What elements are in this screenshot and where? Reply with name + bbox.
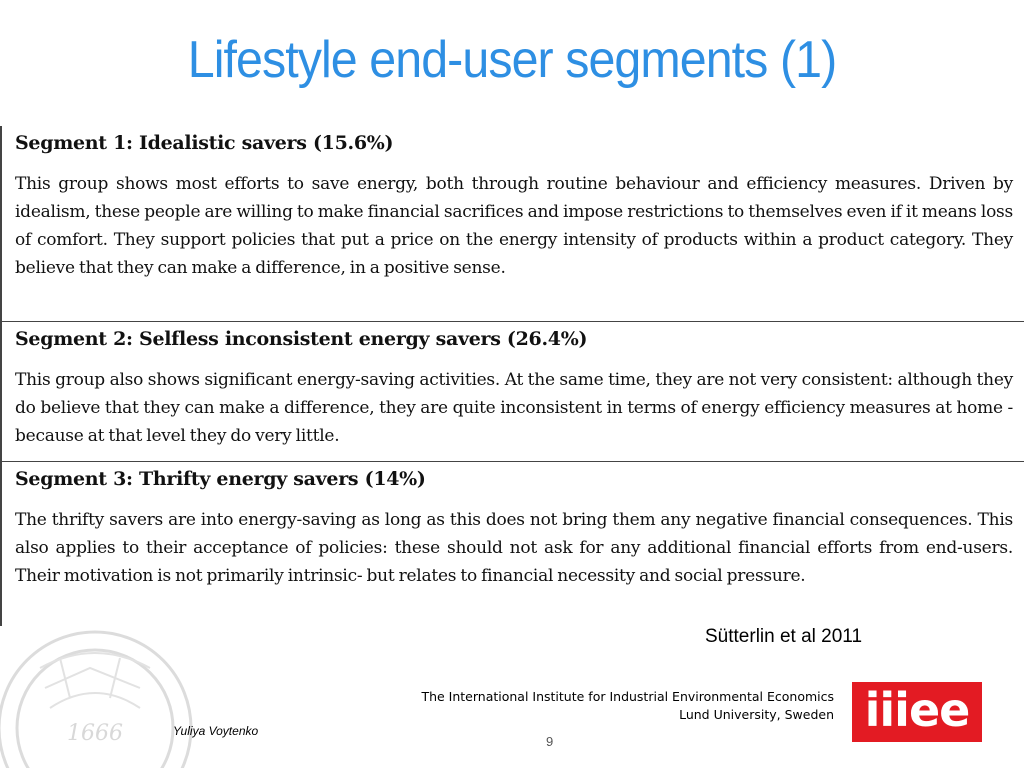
segments-table bbox=[0, 126, 1024, 626]
segment-2-heading: Segment 2: Selfless inconsistent energy savers (26.4%) bbox=[15, 328, 588, 350]
segment-2-body: This group also shows significant energy-saving activities. At the same time, they are not very consistent: although they do believe that they can make a difference, they are quite inconsistent in terms of energy efficiency measures at home - because at that level they do very little. bbox=[15, 370, 1013, 446]
segment-1-body: This group shows most efforts to save energy, both through routine behaviour and efficiency measures. Driven by idealism, these people are willing to make financial sacrifices and impose restrictions to themselves even if it means loss of comfort. They support policies that put a price on the energy intensity of products within a product category. They believe that they can make a difference, in a positive sense. bbox=[15, 174, 1013, 278]
page-number: 9 bbox=[546, 734, 554, 749]
institute-name: The International Institute for Industrial Environmental Economics bbox=[421, 689, 834, 704]
institute-info bbox=[421, 688, 834, 724]
university-seal-icon bbox=[0, 628, 210, 768]
slide-title: Lifestyle end-user segments (1) bbox=[187, 31, 837, 89]
segment-1 bbox=[2, 126, 1024, 322]
segment-3-body: The thrifty savers are into energy-saving as long as this does not bring them any negative financial consequences. This also applies to their acceptance of policies: these should not ask for any additional financial efforts from end-users. Their motivation is not primarily intrinsic- but relates to financial necessity and social pressure. bbox=[15, 510, 1013, 586]
seal-year: 1666 bbox=[67, 721, 123, 746]
institute-location: Lund University, Sweden bbox=[679, 707, 834, 722]
citation: Sütterlin et al 2011 bbox=[705, 626, 863, 647]
iiiee-logo: iiiee bbox=[852, 682, 982, 742]
author-name: Yuliya Voytenko bbox=[173, 724, 259, 738]
segment-1-heading: Segment 1: Idealistic savers (15.6%) bbox=[15, 132, 394, 154]
segment-2 bbox=[2, 322, 1024, 462]
segment-3 bbox=[2, 462, 1024, 626]
segment-3-heading: Segment 3: Thrifty energy savers (14%) bbox=[15, 468, 426, 490]
